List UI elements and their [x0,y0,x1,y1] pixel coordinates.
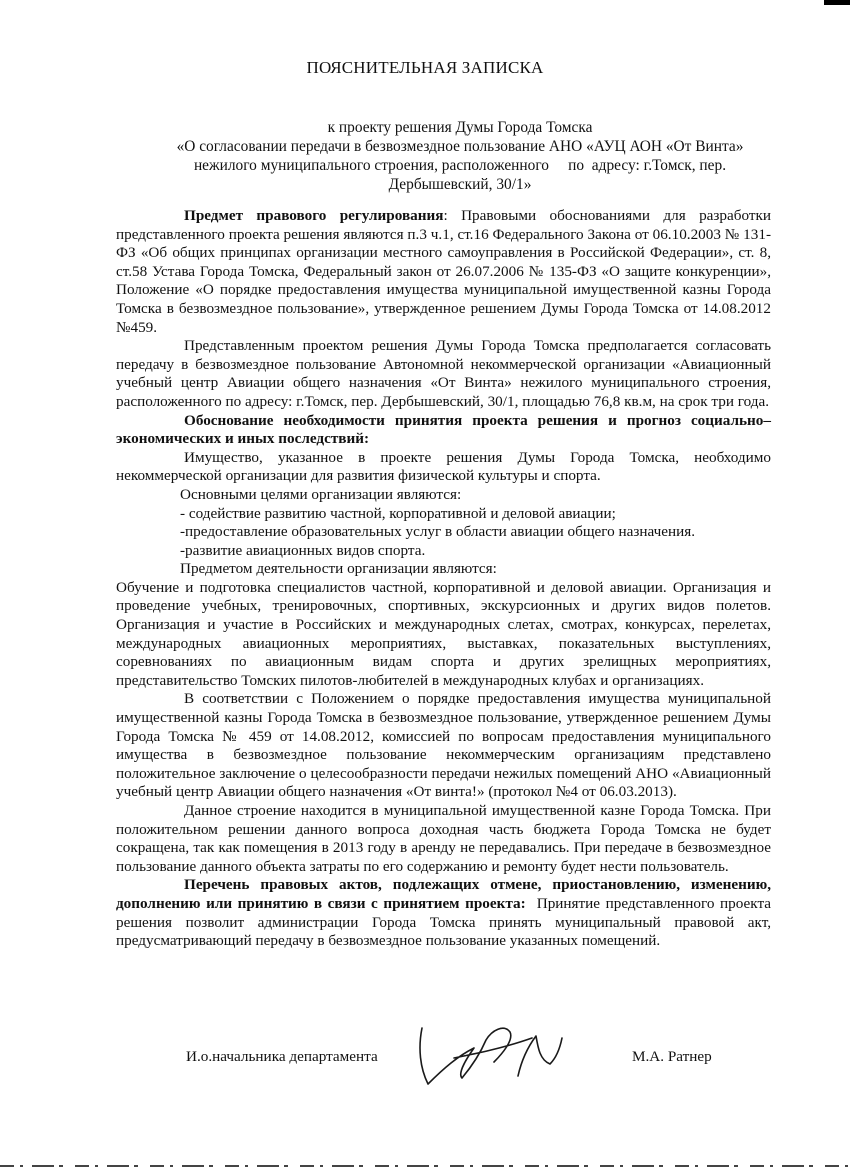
goals-intro: Основными целями организации являются: [180,485,462,503]
goal-item: -развитие авиационных видов спорта. [180,541,426,559]
document-body [116,207,775,951]
subheader-line: нежилого муниципального строения, расположенного по адресу: г.Томск, пер. [193,157,727,174]
activity-intro: Предметом деятельности организации являются: [180,560,497,578]
goal-item: - содействие развитию частной, корпоративной и деловой авиации; [180,504,616,522]
proposal-paragraph: Представленным проектом решения Думы Города Томска предполагается согласовать передачу в безвозмездное пользование Автономной некоммерческой организации «Авиационный учебный центр Авиации общего назначения «От Винта» нежилого муниципального строения, расположенного по адресу: г.Томск, пер. Дербышевский, 30/1, площадью 76,8 кв.м, на срок три года. [116,337,771,410]
handwritten-signature [414,1018,564,1088]
regulation-text: : Правовыми обоснованиями для разработки представленного проекта решения являются п.3 ч.1, ст.16 Федерального Закона от 06.10.2003 № 131-ФЗ «Об общих принципах организации местного самоуправления в Российской Федерации», ст. 8, ст.58 Устава Города Томска, Федеральный закон от 26.07.2006 № 135-ФЗ «О защите конкуренции», Положение «О порядке предоставления имущества муниципальной имущественной казны Города Томска в безвозмездное пользование», утвержденное решением Думы Города Томска от 14.08.2012 №459. [116,207,771,336]
acts-paragraph [116,876,775,950]
scan-corner-mark [824,0,850,5]
subheader-line: «О согласовании передачи в безвозмездное пользование АНО «АУЦ АОН «От Винта» [176,138,744,155]
activity-paragraph: Обучение и подготовка специалистов частной, корпоративной и деловой авиации. Организация и проведение учебных, тренировочных, спортивных, экскурсионных и других видов полетов. Организация и участие в Российских и международных слетах, смотрах, конкурсах, перелетах, международных авиационных мероприятиях, выставках, показательных выступлениях, соревнованиях по авиационным видам спорта и других зрелищных мероприятиях, представительство Томских пилотов-любителей в международных клубах и организациях. [116,578,771,689]
signatory-position: И.о.начальника департамента [186,1048,378,1065]
regulation-heading: Предмет правового регулирования [184,207,444,224]
subheader-line: Дербышевский, 30/1» [388,176,532,193]
scan-artifact-line [0,1164,850,1168]
justification-paragraph: Имущество, указанное в проекте решения Думы Города Томска, необходимо некоммерческой организации для развития физической культуры и спорта. [116,448,771,485]
acts-heading: Перечень правовых актов, подлежащих отмене, приостановлению, изменению, дополнению или принятию в связи с принятием проекта: [116,876,771,912]
document-subheader [140,118,780,194]
commission-paragraph: В соответствии с Положением о порядке предоставления имущества муниципальной имущественной казны Города Томска в безвозмездное пользование, утвержденное решением Думы Города Томска № 459 от 14.08.2012, комиссией по вопросам предоставления муниципального имущества в безвозмездное пользование некоммерческим организациям представлено положительное заключение о целесообразности передачи нежилых помещений АНО «Авиационный учебный центр Авиации общего назначения «От винта!» (протокол №4 от 06.03.2013). [116,690,771,801]
document-title: ПОЯСНИТЕЛЬНАЯ ЗАПИСКА [306,58,544,77]
regulation-paragraph [116,207,771,337]
signatory-name: М.А. Ратнер [632,1048,712,1065]
justification-heading-text: Обоснование необходимости принятия проекта решения и прогноз социально–экономических и иных последствий: [116,411,771,448]
budget-paragraph: Данное строение находится в муниципальной имущественной казне Города Томска. При положительном решении данного вопроса доходная часть бюджета Города Томска не будет сокращена, так как помещения в 2013 году в аренду не передавались. При передаче в безвозмездное пользование данного объекта затраты по его содержанию и ремонту будет нести пользователь. [116,802,771,875]
justification-heading [116,412,771,449]
subheader-line: к проекту решения Думы Города Томска [327,119,593,136]
signature-block [186,1046,726,1086]
acts-text: Принятие представленного проекта решения позволит администрации Города Томска принять муниципальный правовой акт, предусматривающий передачу в безвозмездное пользование указанных помещений. [116,894,775,950]
goal-item: -предоставление образовательных услуг в области авиации общего назначения. [180,523,696,541]
